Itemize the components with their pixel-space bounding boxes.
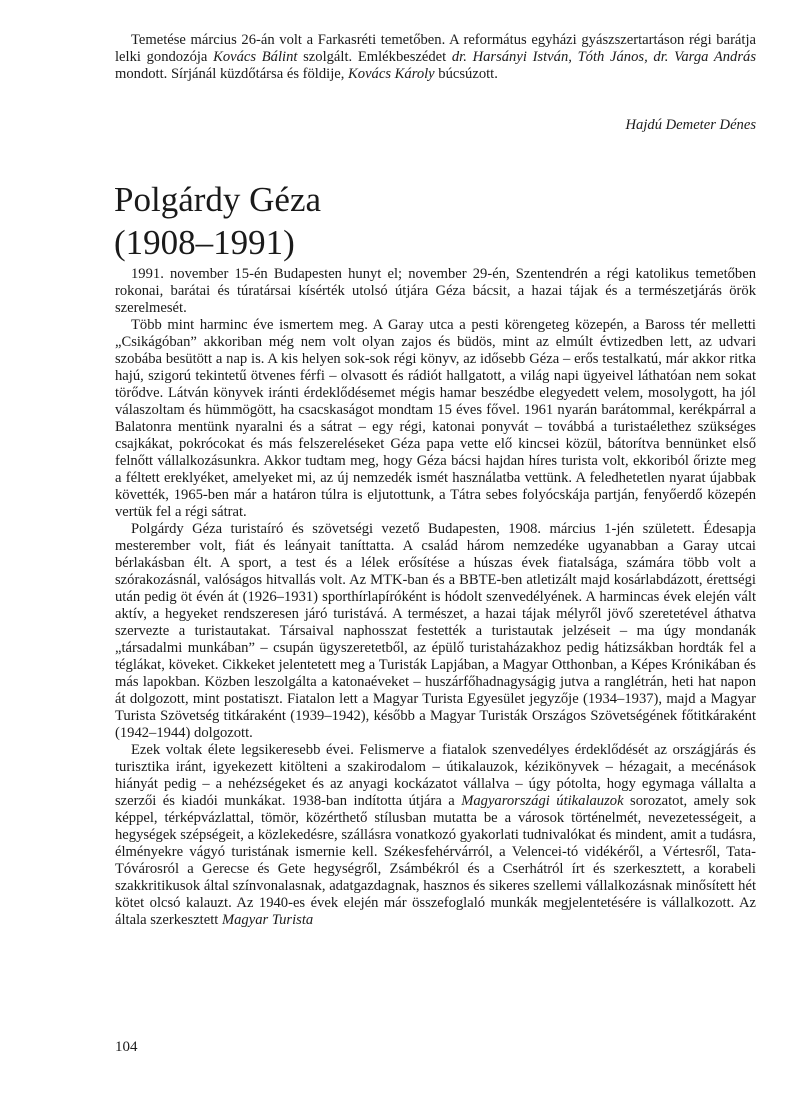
paragraph-4 [115,742,756,929]
italic-series-title: Magyarországi útikalauzok [461,793,624,809]
funeral-paragraph [115,32,756,83]
author-signature: Hajdú Demeter Dénes [625,117,756,133]
italic-name: Kovács Károly [348,66,435,82]
text-segment: sorozatot, amely sok képpel, térképvázlattal, tömör, közérthető stílusban mutatta be a városok történelmét, nevezetességeit, a hegységek szépségeit, a közlekedésre, szállásra vonatkozó gyakorlati tudnivalókat és mindent, amit a tudásra, élményekre vágyó turistának ismernie kell. Székesfehérvárról, a Velencei-tó vidékéről, a Vértesről, Tata-Tóvárosról a Gerecse és Gete hegységről, Zsámbékról és a Cserhátról írt és szerkesztett, a korabeli szakkritikusok által színvonalasnak, adatgazdagnak, hasznos és sikeres szellemi vállalkozásnak minősített hét kötet olcsó kalauzt. Az 1940-es évek elején már összefoglaló munkák megjelentetésére is vállalkozott. Az általa szerkesztett [115,793,756,928]
text-segment: szolgált. Emlékbeszédet [297,49,452,65]
italic-name: Kovács Bálint [213,49,298,65]
text-segment: Ezek voltak élete legsikeresebb évei. Felismerve a fiatalok szenvedélyes érdeklődését az országjárás és turisztika iránt, igyekezett kitölteni a szakirodalom – útikalauzok, kézikönyvek – hézagait, a mecénások hiányát pedig – a nehézségeket és az anyagi kockázatot vállalva – úgy pótolta, hogy egymaga vállalta a szerzői és kiadói munkákat. 1938-ban indította útjára a [115,742,756,809]
page-number: 104 [115,1039,138,1055]
italic-names: dr. Harsányi István, Tóth János, dr. Varga András [451,49,756,65]
title-years: (1908–1991) [114,223,295,262]
paragraph-2: Több mint harminc éve ismertem meg. A Garay utca a pesti körengeteg közepén, a Baross tér melletti „Csikágóban” akkoriban még nem volt olyan zajos és büdös, mint az elmúlt évtizedben lett, az udvari szobába besütött a nap is. A kis helyen sok-sok régi könyv, az idősebb Géza – erős testalkatú, már akkor ritka hajú, szigorú tekintetű ötvenes férfi – olvasott és rádiót hallgatott, a világ napi ügyeivel láthatóan nem sokat törődve. Látván könyvek iránti érdeklődésemet mégis hamar beszédbe elegyedett velem, mosolygott, ha jól válaszoltam és hümmögött, ha csacskaságot mondtam 15 éves fővel. 1961 nyarán barátommal, kerékpárral a Balatonra mentünk nyaralni és a sátrat – egy régi, katonai ponyvát – továbbá a turistaélethez szükséges csajkákat, pokrócokat és más felszereléseket Géza papa vette elő kincsei közül, bátorítva bennünket első felnőtt vállalkozásunkra. Akkor tudtam meg, hogy Géza bácsi hajdan híres turista volt, ekkoriból őrizte meg a féltett ereklyéket, amelyeket mi, az új nemzedék ismét használatba vettünk. A feledhetetlen nyarat újabbak követték, 1965-ben már a határon túlra is eljutottunk, a Tátra sebes folyócskája partján, fenyőerdő közepén vertük fel a régi sátrat. [115,317,756,520]
article-title [114,178,321,264]
intro-section [115,32,756,83]
paragraph-1: 1991. november 15-én Budapesten hunyt el; november 29-én, Szentendrén a régi katolikus temetőben rokonai, barátai és túratársai kísérték utolsó útjára Géza bácsit, a hazai tájak és a természetjárás örök szerelmesét. [115,266,756,316]
text-segment: mondott. Sírjánál küzdőtársa és földije, [115,66,349,82]
paragraph-3: Polgárdy Géza turistaíró és szövetségi vezető Budapesten, 1908. március 1-jén született. Édesapja mesterember volt, fiát és leányait taníttatta. A család három nemzedéke ugyanabban a Garay utcai bérlakásban élt. A sport, a test és a lélek erősítése a húszas évek fiatalsága, számára több volt a szórakozásnál, valóságos hitvallás volt. Az MTK-ban és a BBTE-ben atletizált majd kosárlabdázott, érettségi után pedig öt évén át (1926–1931) sporthírlapíróként is hódolt szenvedélyének. A harmincas évek elején vált aktív, a hegyeket rendszeresen járó turistává. A természet, a hazai tájak mélyről jövő szeretetével áthatva szervezte a turistautakat. Társaival naphosszat festették a turistautak jelzéseit – ma úgy mondanák „társadalmi munkában” – csupán ügyszeretetből, az épülő turistaházakhoz pedig hátizsákban hordták fel a téglákat, köveket. Cikkeket jelentetett meg a Turisták Lapjában, a Magyar Otthonban, a Képes Krónikában és más lapokban. Közben leszolgálta a katonaéveket – huszárfőhadnagyságig jutva a ranglétrán, heti hat napon át dolgozott, mint postatiszt. Fiatalon lett a Magyar Turista Egyesület jegyzője (1934–1937), majd a Magyar Turista Szövetség titkáraként (1939–1942), később a Magyar Turisták Országos Szövetségének főtitkáraként (1942–1944) dolgozott. [115,521,756,741]
title-name: Polgárdy Géza [114,180,322,219]
italic-publication-title: Magyar Turista [221,912,314,928]
article-body [115,266,756,929]
text-segment: Temetése március 26-án volt a Farkasréti temetőben. A református egyházi gyászszertartáson régi barátja lelki gondozója [115,32,756,65]
text-segment: búcsúzott. [434,66,498,82]
